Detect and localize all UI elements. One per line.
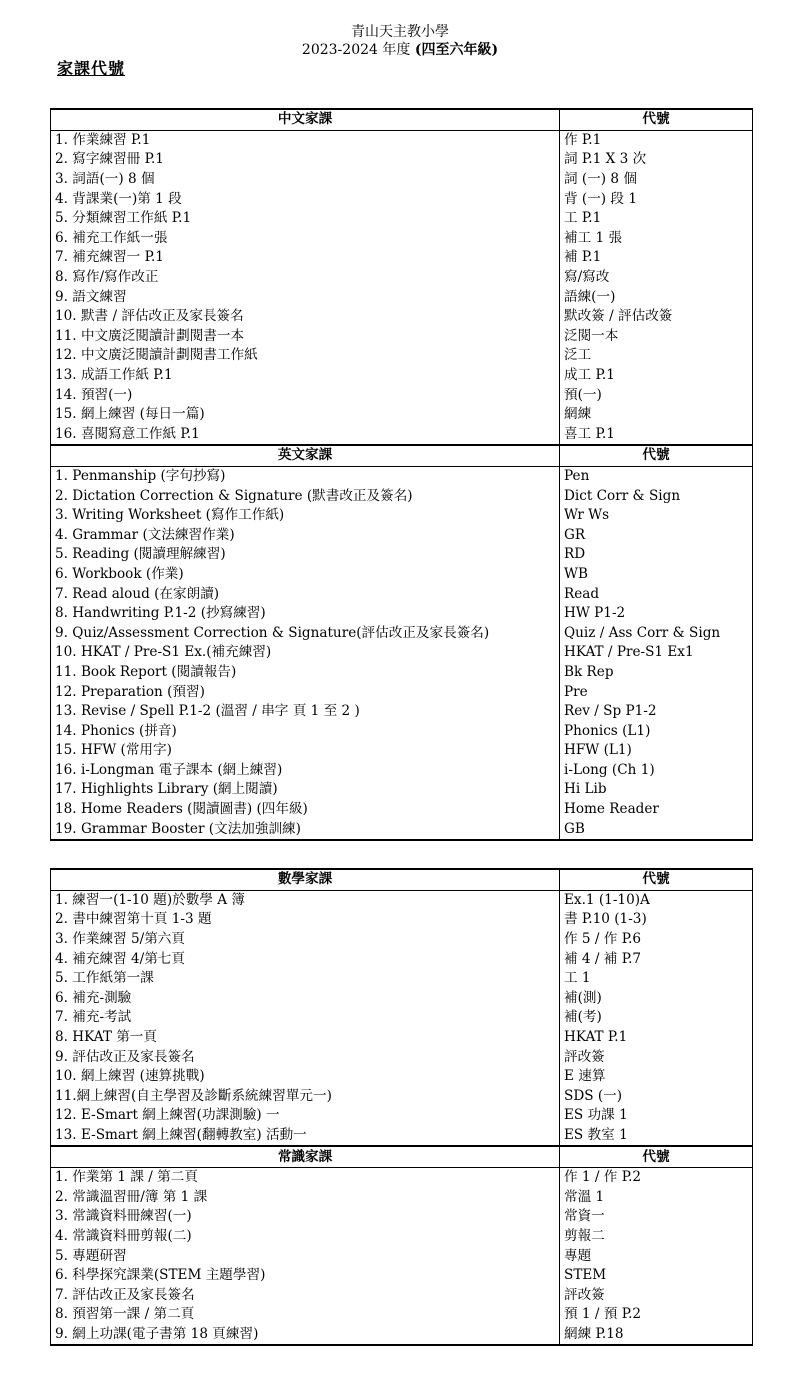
homework-item: 7. 評估改正及家長簽名 xyxy=(51,1285,560,1305)
homework-item: 13. E-Smart 網上練習(翻轉教室) 活動一 xyxy=(51,1126,560,1147)
table-row xyxy=(51,486,753,506)
homework-code: Wr Ws xyxy=(560,506,753,526)
homework-item: 5. 專題研習 xyxy=(51,1246,560,1266)
table-row xyxy=(51,1188,753,1208)
homework-item: 11.網上練習(自主學習及診斷系統練習單元一) xyxy=(51,1087,560,1107)
homework-item: 11. 中文廣泛閱讀計劃閱書一本 xyxy=(51,327,560,347)
homework-item: 3. 常識資料冊練習(一) xyxy=(51,1207,560,1227)
table-row xyxy=(51,890,753,910)
homework-item: 2. 書中練習第十頁 1-3 題 xyxy=(51,910,560,930)
homework-item: 11. Book Report (閱讀報告) xyxy=(51,663,560,683)
homework-code: 常溫 1 xyxy=(560,1188,753,1208)
homework-item: 4. 背課業(一)第 1 段 xyxy=(51,189,560,209)
homework-code: 網練 xyxy=(560,405,753,425)
homework-item: 14. 預習(一) xyxy=(51,385,560,405)
table-row xyxy=(51,385,753,405)
homework-item: 9. 語文練習 xyxy=(51,287,560,307)
homework-code: 語練(一) xyxy=(560,287,753,307)
homework-code: 專題 xyxy=(560,1246,753,1266)
homework-code: 作 1 / 作 P.2 xyxy=(560,1167,753,1187)
table-row xyxy=(51,565,753,585)
table-row xyxy=(51,949,753,969)
homework-code: GR xyxy=(560,525,753,545)
homework-item: 13. 成語工作紙 P.1 xyxy=(51,366,560,386)
homework-code: Hi Lib xyxy=(560,780,753,800)
homework-code: 成工 P.1 xyxy=(560,366,753,386)
homework-code: Phonics (L1) xyxy=(560,721,753,741)
homework-code: Read xyxy=(560,584,753,604)
section-title: 英文家課 xyxy=(51,445,560,466)
homework-code: 作 5 / 作 P.6 xyxy=(560,930,753,950)
homework-item: 18. Home Readers (閱讀圖書) (四年級) xyxy=(51,800,560,820)
table-row xyxy=(51,989,753,1009)
homework-code: 泛閱一本 xyxy=(560,327,753,347)
homework-item: 1. 作業練習 P.1 xyxy=(51,130,560,150)
page-title: 家課代號 xyxy=(57,59,126,78)
homework-item: 5. 分類練習工作紙 P.1 xyxy=(51,209,560,229)
homework-item: 15. 網上練習 (每日一篇) xyxy=(51,405,560,425)
homework-item: 12. E-Smart 網上練習(功課測驗) 一 xyxy=(51,1106,560,1126)
homework-code: 詞 (一) 8 個 xyxy=(560,170,753,190)
table-row xyxy=(51,366,753,386)
table-row xyxy=(51,405,753,425)
homework-code: Bk Rep xyxy=(560,663,753,683)
homework-code: 預(一) xyxy=(560,385,753,405)
table-row xyxy=(51,268,753,288)
table-row xyxy=(51,466,753,486)
table-row xyxy=(51,761,753,781)
table-row xyxy=(51,287,753,307)
homework-code: 補 P.1 xyxy=(560,248,753,268)
table-row xyxy=(51,800,753,820)
homework-code: 工 1 xyxy=(560,969,753,989)
section-title: 中文家課 xyxy=(51,109,560,130)
table-row xyxy=(51,506,753,526)
code-column-header: 代號 xyxy=(560,1146,753,1167)
homework-code: Rev / Sp P1-2 xyxy=(560,702,753,722)
table-row xyxy=(51,1126,753,1147)
homework-item: 10. 網上練習 (速算挑戰) xyxy=(51,1067,560,1087)
table-row xyxy=(51,248,753,268)
homework-code: 默改簽 / 評估改簽 xyxy=(560,307,753,327)
homework-item: 16. i-Longman 電子課本 (網上練習) xyxy=(51,761,560,781)
homework-code: 補(考) xyxy=(560,1008,753,1028)
homework-code: GB xyxy=(560,819,753,840)
homework-code: SDS (一) xyxy=(560,1087,753,1107)
homework-item: 17. Highlights Library (網上閱讀) xyxy=(51,780,560,800)
homework-item: 1. 練習一(1-10 題)於數學 A 簿 xyxy=(51,890,560,910)
table-row xyxy=(51,1028,753,1048)
table-row xyxy=(51,1087,753,1107)
homework-item: 5. 工作紙第一課 xyxy=(51,969,560,989)
year-text: 2023-2024 年度 xyxy=(301,42,411,58)
homework-item: 10. HKAT / Pre-S1 Ex.(補充練習) xyxy=(51,643,560,663)
homework-code: 背 (一) 段 1 xyxy=(560,189,753,209)
code-column-header: 代號 xyxy=(560,445,753,466)
homework-item: 2. 常識溫習冊/簿 第 1 課 xyxy=(51,1188,560,1208)
homework-code: Quiz / Ass Corr & Sign xyxy=(560,623,753,643)
grade-range: (四至六年級) xyxy=(414,42,499,58)
homework-item: 4. 常識資料冊剪報(二) xyxy=(51,1227,560,1247)
table-row xyxy=(51,1325,753,1346)
code-column-header: 代號 xyxy=(560,869,753,890)
code-column-header: 代號 xyxy=(560,109,753,130)
table-row xyxy=(51,130,753,150)
homework-code: 補 4 / 補 P.7 xyxy=(560,949,753,969)
homework-code: 評改簽 xyxy=(560,1285,753,1305)
homework-item: 8. 寫作/寫作改正 xyxy=(51,268,560,288)
homework-code: 泛工 xyxy=(560,346,753,366)
table-row xyxy=(51,1207,753,1227)
table-row xyxy=(51,425,753,446)
homework-item: 16. 喜閱寫意工作紙 P.1 xyxy=(51,425,560,446)
homework-item: 12. Preparation (預習) xyxy=(51,682,560,702)
table-row xyxy=(51,170,753,190)
table-row xyxy=(51,525,753,545)
homework-item: 14. Phonics (拼音) xyxy=(51,721,560,741)
table-row xyxy=(51,1067,753,1087)
table-row xyxy=(51,1047,753,1067)
homework-item: 2. 寫字練習冊 P.1 xyxy=(51,150,560,170)
homework-code: 預 1 / 預 P.2 xyxy=(560,1305,753,1325)
table-row xyxy=(51,643,753,663)
table-row xyxy=(51,623,753,643)
homework-code: 寫/寫改 xyxy=(560,268,753,288)
table-row xyxy=(51,741,753,761)
table-row xyxy=(51,1008,753,1028)
homework-code: Dict Corr & Sign xyxy=(560,486,753,506)
section-title: 數學家課 xyxy=(51,869,560,890)
homework-code: 補(測) xyxy=(560,989,753,1009)
homework-item: 10. 默書 / 評估改正及家長簽名 xyxy=(51,307,560,327)
homework-code: 網練 P.18 xyxy=(560,1325,753,1346)
homework-code: 補工 1 張 xyxy=(560,229,753,249)
table-row xyxy=(51,189,753,209)
table-row xyxy=(51,1305,753,1325)
homework-code: 評改簽 xyxy=(560,1047,753,1067)
table-row xyxy=(51,545,753,565)
homework-item: 1. 作業第 1 課 / 第二頁 xyxy=(51,1167,560,1187)
homework-code: ES 功課 1 xyxy=(560,1106,753,1126)
table-row xyxy=(51,327,753,347)
homework-item: 3. 詞語(一) 8 個 xyxy=(51,170,560,190)
homework-item: 2. Dictation Correction & Signature (默書改正及簽名) xyxy=(51,486,560,506)
homework-item: 7. 補充-考試 xyxy=(51,1008,560,1028)
homework-item: 7. Read aloud (在家朗讀) xyxy=(51,584,560,604)
homework-item: 5. Reading (閱讀理解練習) xyxy=(51,545,560,565)
homework-item: 3. 作業練習 5/第六頁 xyxy=(51,930,560,950)
homework-item: 6. Workbook (作業) xyxy=(51,565,560,585)
homework-code: Pre xyxy=(560,682,753,702)
table-row xyxy=(51,604,753,624)
table-row xyxy=(51,969,753,989)
homework-item: 6. 科學探究課業(STEM 主題學習) xyxy=(51,1266,560,1286)
homework-item: 6. 補充工作紙一張 xyxy=(51,229,560,249)
table-row xyxy=(51,1266,753,1286)
homework-code: STEM xyxy=(560,1266,753,1286)
homework-code: 剪報二 xyxy=(560,1227,753,1247)
homework-code: 詞 P.1 X 3 次 xyxy=(560,150,753,170)
homework-code: Home Reader xyxy=(560,800,753,820)
homework-item: 7. 補充練習一 P.1 xyxy=(51,248,560,268)
homework-code: WB xyxy=(560,565,753,585)
table-row xyxy=(51,682,753,702)
table-row xyxy=(51,150,753,170)
table-row xyxy=(51,209,753,229)
homework-table-languages xyxy=(50,108,753,841)
table-row xyxy=(51,910,753,930)
homework-item: 12. 中文廣泛閱讀計劃閱書工作紙 xyxy=(51,346,560,366)
homework-code: HFW (L1) xyxy=(560,741,753,761)
table-row xyxy=(51,307,753,327)
table-row xyxy=(51,1285,753,1305)
homework-item: 19. Grammar Booster (文法加強訓練) xyxy=(51,819,560,840)
homework-item: 4. Grammar (文法練習作業) xyxy=(51,525,560,545)
homework-code: E 速算 xyxy=(560,1067,753,1087)
school-year xyxy=(0,42,800,58)
homework-code: ES 教室 1 xyxy=(560,1126,753,1147)
section-header xyxy=(51,869,753,890)
table-row xyxy=(51,702,753,722)
homework-item: 8. 預習第一課 / 第二頁 xyxy=(51,1305,560,1325)
homework-item: 9. Quiz/Assessment Correction & Signature(評估改正及家長簽名) xyxy=(51,623,560,643)
homework-code: 常資一 xyxy=(560,1207,753,1227)
table-row xyxy=(51,930,753,950)
table-row xyxy=(51,663,753,683)
homework-code: HW P1-2 xyxy=(560,604,753,624)
homework-item: 6. 補充-測驗 xyxy=(51,989,560,1009)
section-header xyxy=(51,109,753,130)
homework-item: 3. Writing Worksheet (寫作工作紙) xyxy=(51,506,560,526)
table-row xyxy=(51,819,753,840)
table-row xyxy=(51,229,753,249)
homework-code: i-Long (Ch 1) xyxy=(560,761,753,781)
table-row xyxy=(51,780,753,800)
section-header xyxy=(51,445,753,466)
homework-item: 8. Handwriting P.1-2 (抄寫練習) xyxy=(51,604,560,624)
homework-table-math-gs xyxy=(50,868,753,1346)
homework-code: 書 P.10 (1-3) xyxy=(560,910,753,930)
homework-code: 工 P.1 xyxy=(560,209,753,229)
table-row xyxy=(51,1167,753,1187)
homework-item: 9. 網上功課(電子書第 18 頁練習) xyxy=(51,1325,560,1346)
table-row xyxy=(51,346,753,366)
table-row xyxy=(51,721,753,741)
homework-code: HKAT P.1 xyxy=(560,1028,753,1048)
table-row xyxy=(51,1106,753,1126)
homework-item: 4. 補充練習 4/第七頁 xyxy=(51,949,560,969)
table-row xyxy=(51,1246,753,1266)
homework-item: 13. Revise / Spell P.1-2 (溫習 / 串字 頁 1 至 2 ) xyxy=(51,702,560,722)
homework-item: 15. HFW (常用字) xyxy=(51,741,560,761)
section-header xyxy=(51,1146,753,1167)
homework-item: 8. HKAT 第一頁 xyxy=(51,1028,560,1048)
homework-code: Ex.1 (1-10)A xyxy=(560,890,753,910)
homework-code: 作 P.1 xyxy=(560,130,753,150)
homework-code: 喜工 P.1 xyxy=(560,425,753,446)
homework-code: HKAT / Pre-S1 Ex1 xyxy=(560,643,753,663)
homework-code: Pen xyxy=(560,466,753,486)
section-title: 常識家課 xyxy=(51,1146,560,1167)
table-row xyxy=(51,1227,753,1247)
homework-item: 1. Penmanship (字句抄寫) xyxy=(51,466,560,486)
homework-item: 9. 評估改正及家長簽名 xyxy=(51,1047,560,1067)
table-row xyxy=(51,584,753,604)
homework-code: RD xyxy=(560,545,753,565)
school-name: 青山天主教小學 xyxy=(351,24,449,40)
